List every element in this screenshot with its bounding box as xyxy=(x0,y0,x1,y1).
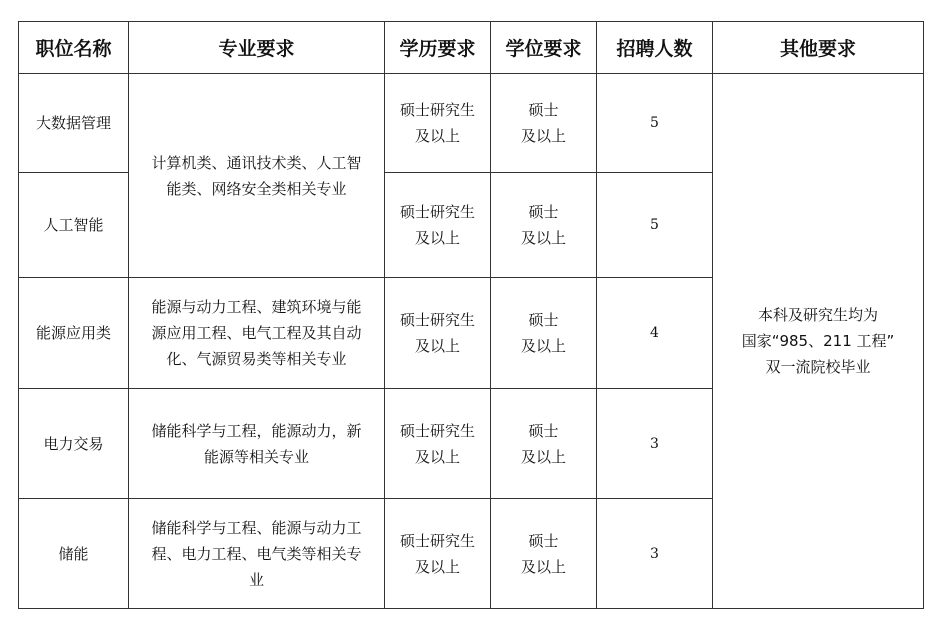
degree-cell xyxy=(491,74,597,173)
major-line: 储能科学与工程，能源动力，新 xyxy=(151,421,362,440)
degree-cell xyxy=(491,278,597,389)
major-line: 计算机类、通讯技术类、人工智 xyxy=(151,153,362,172)
count-cell: 5 xyxy=(597,74,713,173)
header-position: 职位名称 xyxy=(19,22,129,74)
degree-line: 及以上 xyxy=(520,337,566,355)
major-line: 储能科学与工程、能源与动力工 xyxy=(151,518,362,537)
education-line: 及以上 xyxy=(414,557,460,576)
education-line: 及以上 xyxy=(414,229,460,247)
other-requirement-cell xyxy=(713,74,924,609)
header-education: 学历要求 xyxy=(385,22,491,74)
other-line: 本科及研究生均为 xyxy=(757,306,878,324)
education-line: 硕士研究生 xyxy=(399,531,475,550)
count-cell: 3 xyxy=(597,389,713,499)
major-line: 业 xyxy=(248,570,264,589)
degree-line: 硕士 xyxy=(528,101,559,119)
degree-line: 及以上 xyxy=(520,447,566,466)
degree-line: 及以上 xyxy=(520,557,566,576)
position-cell: 储能 xyxy=(19,499,129,609)
degree-line: 及以上 xyxy=(520,229,566,247)
count-cell: 5 xyxy=(597,173,713,278)
degree-line: 硕士 xyxy=(528,311,559,329)
education-line: 硕士研究生 xyxy=(399,421,475,440)
degree-line: 及以上 xyxy=(520,127,566,145)
major-line: 能源等相关专业 xyxy=(203,447,309,466)
count-cell: 4 xyxy=(597,278,713,389)
major-line: 化、气源贸易类等相关专业 xyxy=(166,350,347,368)
education-cell xyxy=(385,499,491,609)
position-cell: 电力交易 xyxy=(19,389,129,499)
header-other: 其他要求 xyxy=(713,22,924,74)
major-line: 能源与动力工程、建筑环境与能 xyxy=(151,298,362,316)
education-cell xyxy=(385,74,491,173)
major-cell-merged xyxy=(129,74,385,278)
education-line: 硕士研究生 xyxy=(399,203,475,221)
header-count: 招聘人数 xyxy=(597,22,713,74)
major-line: 能类、网络安全类相关专业 xyxy=(166,179,347,198)
position-cell: 能源应用类 xyxy=(19,278,129,389)
education-cell xyxy=(385,389,491,499)
degree-line: 硕士 xyxy=(528,203,559,221)
major-line: 程、电力工程、电气类等相关专 xyxy=(151,544,362,563)
other-line: 国家“985、211 工程” xyxy=(741,332,895,350)
other-line: 双一流院校毕业 xyxy=(765,358,871,376)
degree-cell xyxy=(491,499,597,609)
header-degree: 学位要求 xyxy=(491,22,597,74)
table-container xyxy=(18,21,924,609)
table-row xyxy=(19,74,924,173)
position-cell: 大数据管理 xyxy=(19,74,129,173)
recruitment-table xyxy=(18,21,924,609)
education-cell xyxy=(385,278,491,389)
education-line: 硕士研究生 xyxy=(399,101,475,119)
education-cell xyxy=(385,173,491,278)
education-line: 硕士研究生 xyxy=(399,311,475,329)
major-cell xyxy=(129,499,385,609)
education-line: 及以上 xyxy=(414,447,460,466)
count-cell: 3 xyxy=(597,499,713,609)
major-cell xyxy=(129,389,385,499)
header-row xyxy=(19,22,924,74)
education-line: 及以上 xyxy=(414,337,460,355)
header-major: 专业要求 xyxy=(129,22,385,74)
degree-cell xyxy=(491,389,597,499)
major-line: 源应用工程、电气工程及其自动 xyxy=(151,324,362,342)
degree-cell xyxy=(491,173,597,278)
position-cell: 人工智能 xyxy=(19,173,129,278)
education-line: 及以上 xyxy=(414,127,460,145)
degree-line: 硕士 xyxy=(528,421,559,440)
major-cell xyxy=(129,278,385,389)
degree-line: 硕士 xyxy=(528,531,559,550)
